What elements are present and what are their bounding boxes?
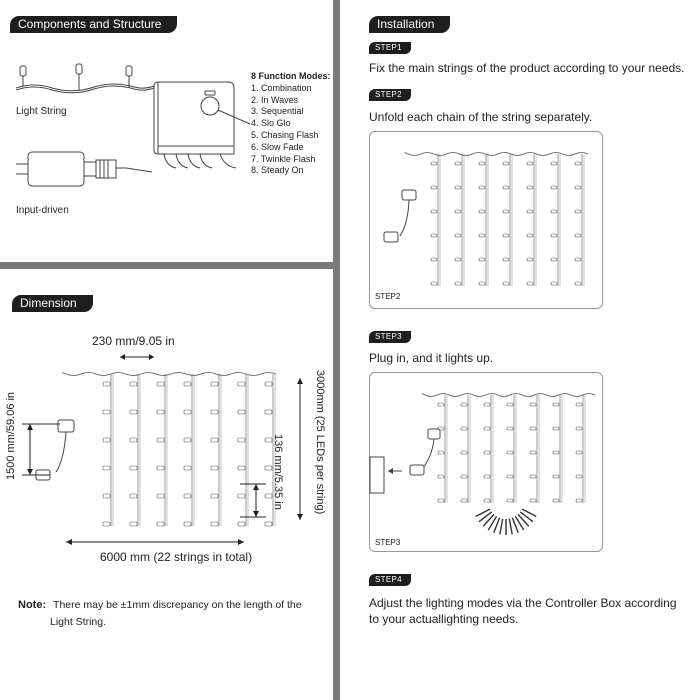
led-bulb xyxy=(507,475,513,478)
led-bulb xyxy=(438,499,444,502)
main-string xyxy=(422,394,595,397)
led-bulb xyxy=(455,210,461,213)
led-bulb xyxy=(438,475,444,478)
note-line1: There may be ±1mm discrepancy on the length of the xyxy=(53,599,302,611)
step4-line2: to your actuallighting needs. xyxy=(369,612,519,626)
led-bulb xyxy=(507,451,513,454)
mode-item: 4. Slo Glo xyxy=(251,118,291,129)
mode-item: 5. Chasing Flash xyxy=(251,129,319,140)
led-bulb xyxy=(461,403,467,406)
step2-curtain-diagram xyxy=(370,132,602,308)
led-bulb xyxy=(455,258,461,261)
led-bulb xyxy=(551,282,557,285)
led-bulb xyxy=(479,186,485,189)
led-bulb xyxy=(575,258,581,261)
led-bulb xyxy=(575,162,581,165)
led-bulb xyxy=(551,186,557,189)
wall-socket xyxy=(370,457,384,493)
step3-caption: STEP3 xyxy=(375,538,401,547)
led-bulb xyxy=(530,451,536,454)
led-bulb xyxy=(455,162,461,165)
led-bulb xyxy=(479,210,485,213)
step2-illustration-box xyxy=(369,131,603,309)
led-bulb xyxy=(461,451,467,454)
step2-tag: STEP2 xyxy=(369,89,411,101)
led-bulb xyxy=(575,234,581,237)
step3-curtain-diagram xyxy=(370,373,602,551)
step2-text: Unfold each chain of the string separately. xyxy=(369,110,593,124)
led-bulb xyxy=(576,475,582,478)
step4-tag: STEP4 xyxy=(369,574,411,586)
led-bulb xyxy=(461,499,467,502)
led-bulb xyxy=(479,234,485,237)
mode-item: 6. Slow Fade xyxy=(251,141,304,152)
mode-item: 3. Sequential xyxy=(251,106,304,117)
step3-illustration-box xyxy=(369,372,603,552)
power-cable xyxy=(400,200,409,236)
led-bulb xyxy=(484,499,490,502)
led-bulb xyxy=(576,451,582,454)
step2-caption: STEP2 xyxy=(375,292,401,301)
power-cable xyxy=(422,439,434,469)
led-bulb xyxy=(479,258,485,261)
led-bulb xyxy=(575,282,581,285)
led-bulb xyxy=(553,475,559,478)
led-bulb xyxy=(438,451,444,454)
led-bulb xyxy=(455,186,461,189)
led-bulb xyxy=(431,258,437,261)
led-spacing-label: 136 mm/5.35 in xyxy=(272,434,284,510)
led-bulb xyxy=(527,162,533,165)
led-bulb xyxy=(576,427,582,430)
light-ray xyxy=(500,519,503,535)
plug-arrow-head xyxy=(388,468,393,474)
led-bulb xyxy=(455,234,461,237)
controller-box xyxy=(402,190,416,200)
step3-tag: STEP3 xyxy=(369,331,411,343)
led-bulb xyxy=(576,499,582,502)
controller-box xyxy=(428,429,440,439)
dimension-tag: Dimension xyxy=(12,295,93,312)
led-bulb xyxy=(527,282,533,285)
left-height-label: 1500 mm/59.06 in xyxy=(5,391,17,480)
led-bulb xyxy=(503,162,509,165)
note-label: Note: xyxy=(18,599,47,611)
led-bulb xyxy=(431,234,437,237)
led-bulb xyxy=(507,427,513,430)
led-bulb xyxy=(527,210,533,213)
total-length-label: 6000 mm (22 strings in total) xyxy=(100,550,253,564)
led-bulb xyxy=(530,499,536,502)
led-bulb xyxy=(530,427,536,430)
main-string xyxy=(405,153,588,156)
led-bulb xyxy=(503,210,509,213)
led-bulb xyxy=(479,162,485,165)
led-bulb xyxy=(479,282,485,285)
led-bulb xyxy=(484,451,490,454)
led-bulb xyxy=(484,475,490,478)
led-bulb xyxy=(576,403,582,406)
power-plug xyxy=(410,465,424,475)
input-label: Input-driven xyxy=(16,205,69,216)
led-bulb xyxy=(431,186,437,189)
step3-text: Plug in, and it lights up. xyxy=(369,351,494,365)
led-bulb xyxy=(461,427,467,430)
mode-item: 8. Steady On xyxy=(251,165,304,176)
width-spacing-label: 230 mm/9.05 in xyxy=(92,334,175,348)
led-bulb xyxy=(551,162,557,165)
step1-text: Fix the main strings of the product according to your needs. xyxy=(369,61,685,75)
power-plug xyxy=(384,232,398,242)
led-bulb xyxy=(553,451,559,454)
led-bulb xyxy=(503,186,509,189)
led-bulb xyxy=(431,282,437,285)
led-bulb xyxy=(553,403,559,406)
led-bulb xyxy=(431,162,437,165)
led-bulb xyxy=(530,475,536,478)
led-bulb xyxy=(527,186,533,189)
led-bulb xyxy=(527,258,533,261)
vertical-divider xyxy=(333,0,340,700)
installation-tag: Installation xyxy=(369,16,450,33)
led-bulb xyxy=(461,475,467,478)
led-bulb xyxy=(527,234,533,237)
mode-item: 7. Twinkle Flash xyxy=(251,153,316,164)
led-bulb xyxy=(551,210,557,213)
mode-item: 2. In Waves xyxy=(251,94,299,105)
dimension-arrows xyxy=(0,0,333,700)
led-bulb xyxy=(455,282,461,285)
led-bulb xyxy=(431,210,437,213)
step1-tag: STEP1 xyxy=(369,42,411,54)
led-bulb xyxy=(507,499,513,502)
led-bulb xyxy=(503,234,509,237)
led-bulb xyxy=(551,234,557,237)
note-line2: Light String. xyxy=(50,616,107,628)
led-bulb xyxy=(553,427,559,430)
mode-item: 1. Combination xyxy=(251,82,312,93)
components-tag: Components and Structure xyxy=(10,16,177,33)
led-bulb xyxy=(503,282,509,285)
step4-line1: Adjust the lighting modes via the Controller Box according xyxy=(369,596,677,610)
led-bulb xyxy=(438,403,444,406)
led-bulb xyxy=(575,186,581,189)
light-string-label: Light String xyxy=(16,106,67,117)
led-bulb xyxy=(507,403,513,406)
note-block xyxy=(18,597,302,631)
led-bulb xyxy=(575,210,581,213)
led-bulb xyxy=(484,427,490,430)
modes-title: 8 Function Modes: xyxy=(251,71,331,81)
light-ray xyxy=(509,519,512,535)
drop-length-label: 3000mm (25 LEDs per string) xyxy=(314,370,326,515)
led-bulb xyxy=(530,403,536,406)
led-bulb xyxy=(553,499,559,502)
led-bulb xyxy=(484,403,490,406)
led-bulb xyxy=(551,258,557,261)
led-bulb xyxy=(503,258,509,261)
